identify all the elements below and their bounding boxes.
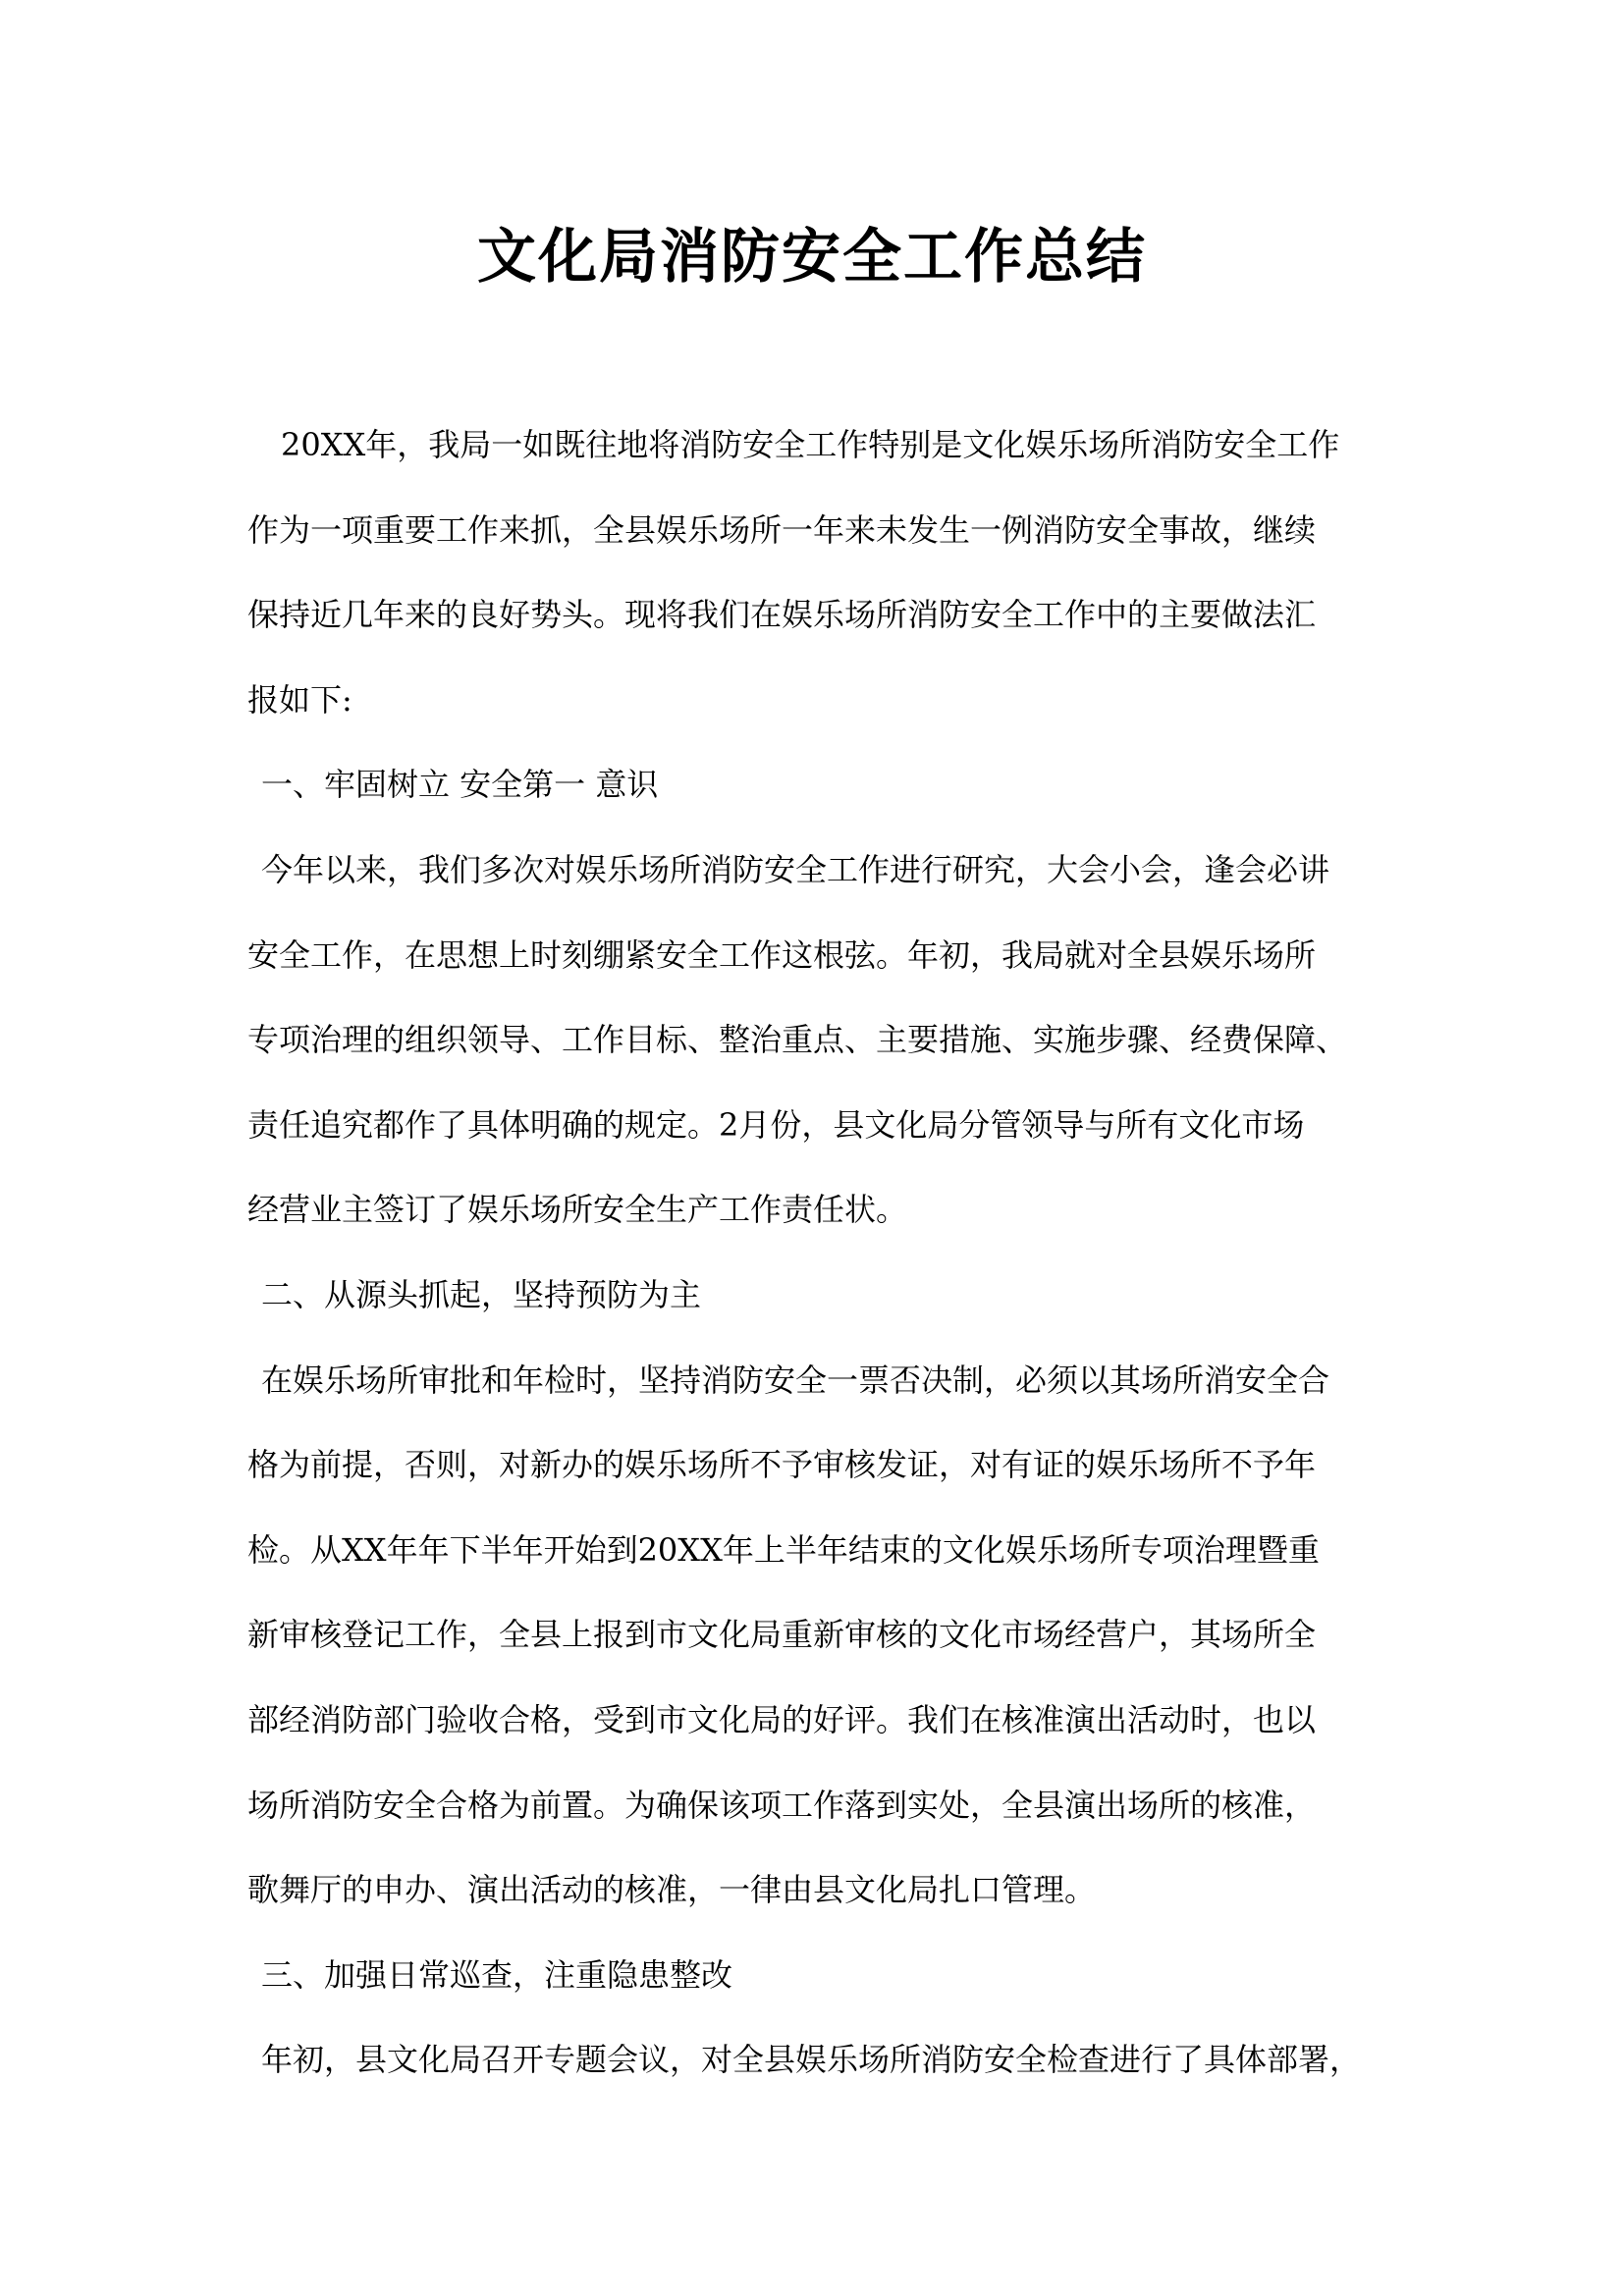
section-heading: 二、从源头抓起，坚持预防为主 (261, 1275, 702, 1313)
body-line: 年初，县文化局召开专题会议，对全县娱乐场所消防安全检查进行了具体部署， (261, 2041, 1362, 2079)
body-line: 场所消防安全合格为前置。为确保该项工作落到实处，全县演出场所的核准， (247, 1786, 1317, 1824)
section-heading: 一、牢固树立 安全第一 意识 (261, 766, 659, 804)
document-title: 文化局消防安全工作总结 (477, 223, 1147, 292)
section-heading: 三、加强日常巡查，注重隐患整改 (261, 1955, 733, 1994)
body-line: 今年以来，我们多次对娱乐场所消防安全工作进行研究，大会小会，逢会必讲 (261, 850, 1330, 888)
body-line: 20XX年，我局一如既往地将消防安全工作特别是文化娱乐场所消防安全工作 (281, 426, 1340, 463)
body-line: 责任追究都作了具体明确的规定。2月份，县文化局分管领导与所有文化市场 (247, 1105, 1305, 1144)
body-line: 部经消防部门验收合格，受到市文化局的好评。我们在核准演出活动时，也以 (247, 1700, 1317, 1738)
body-line: 保持近几年来的良好势头。现将我们在娱乐场所消防安全工作中的主要做法汇 (247, 596, 1317, 634)
body-line: 安全工作，在思想上时刻绷紧安全工作这根弦。年初，我局就对全县娱乐场所 (247, 935, 1317, 974)
body-line: 报如下: (247, 680, 352, 719)
body-line: 专项治理的组织领导、工作目标、整治重点、主要措施、实施步骤、经费保障、 (247, 1021, 1348, 1059)
document-body (247, 415, 1386, 2115)
body-line: 检。从XX年年下半年开始到20XX年上半年结束的文化娱乐场所专项治理暨重 (247, 1530, 1320, 1569)
body-line: 经营业主签订了娱乐场所安全生产工作责任状。 (247, 1191, 908, 1229)
body-line: 歌舞厅的申办、演出活动的核准，一律由县文化局扎口管理。 (247, 1871, 1097, 1909)
body-line: 在娱乐场所审批和年检时，坚持消防安全一票否决制，必须以其场所消安全合 (261, 1361, 1330, 1399)
body-line: 新审核登记工作，全县上报到市文化局重新审核的文化市场经营户，其场所全 (247, 1616, 1317, 1654)
body-line: 作为一项重要工作来抓，全县娱乐场所一年来未发生一例消防安全事故，继续 (247, 510, 1317, 549)
body-line: 格为前提，否则，对新办的娱乐场所不予审核发证，对有证的娱乐场所不予年 (247, 1446, 1317, 1484)
